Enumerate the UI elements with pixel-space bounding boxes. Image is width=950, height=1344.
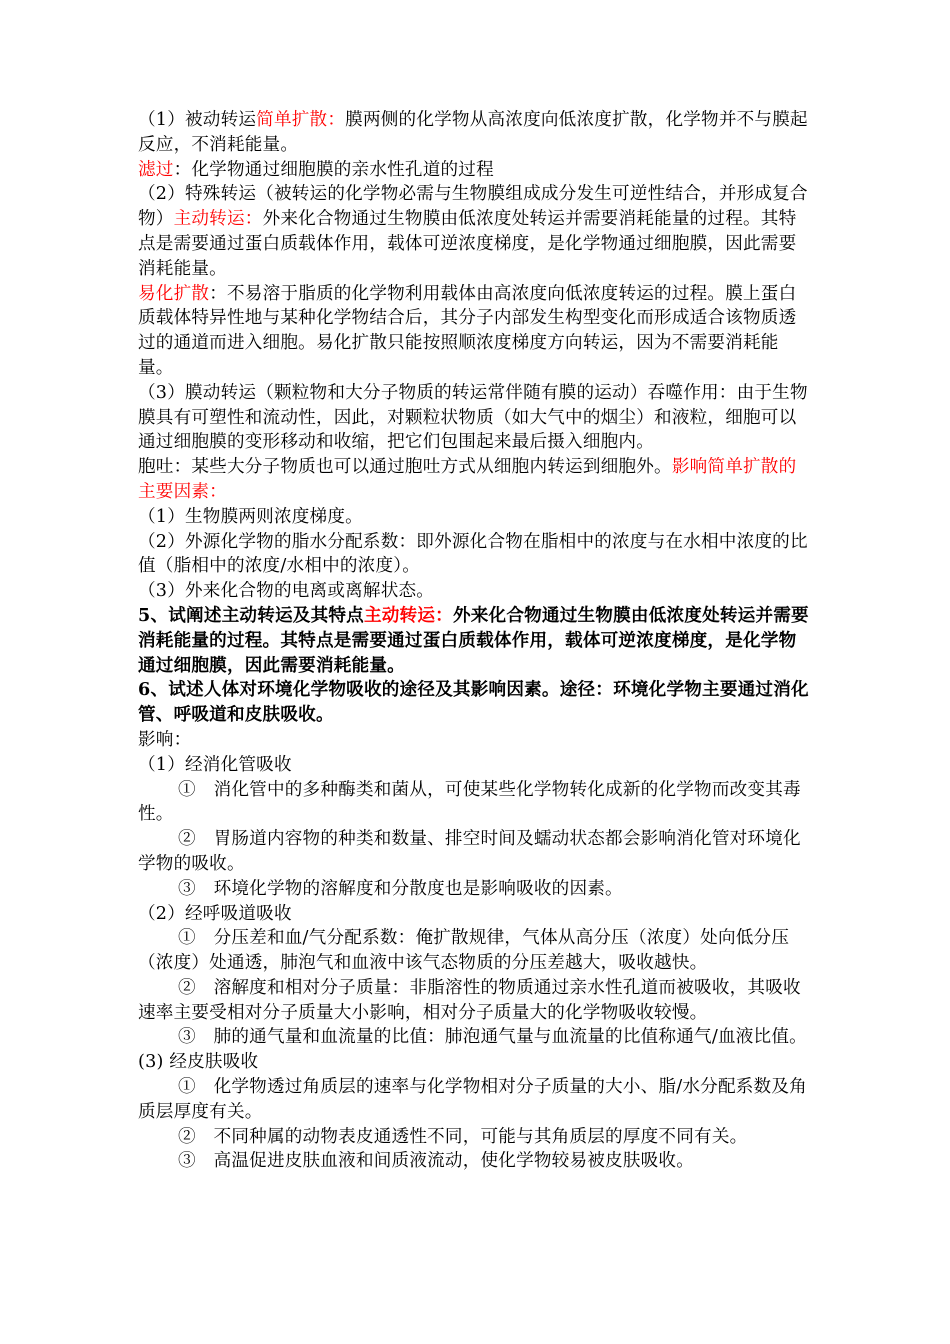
paragraph-text: ：化学物通过细胞膜的亲水性孔道的过程 — [173, 159, 494, 180]
paragraph-exocytosis — [138, 455, 814, 505]
paragraph-text: 外来化合物通过生物膜由低浓度处转运并需要消耗能量的过程。其特点是需要通过蛋白质载体作用，载体可逆浓度梯度，是化学物通过细胞膜，因此需要消耗能量。 — [138, 209, 797, 279]
list-item: ② 溶解度和相对分子质量：非脂溶性的物质通过亲水性孔道而被吸收，其吸收速率主要受相对分子质量大小影响，相对分子质量大的化学物吸收较慢。 — [138, 977, 801, 1023]
list-item: ① 消化管中的多种酶类和菌从，可使某些化学物转化成新的化学物而改变其毒性。 — [138, 779, 801, 825]
paragraph-membrane-transport: （3）膜动转运（颗粒物和大分子物质的转运常伴随有膜的运动）吞噬作用：由于生物膜具有可塑性和流动性，因此，对颗粒状物质（如大气中的烟尘）和液粒，细胞可以通过细胞膜的变形移动和收缩，把它们包围起来最后摄入细胞内。 — [138, 382, 808, 453]
subheading: 影响： — [138, 729, 192, 750]
paragraph-text: 胞吐：某些大分子物质也可以通过胞吐方式从细胞内转运到细胞外。 — [138, 457, 672, 478]
highlight-term: 滤过 — [138, 159, 174, 180]
list-item: ① 分压差和血/气分配系数：俺扩散规律，气体从高分压（浓度）处向低分压（浓度）处通透，肺泡气和血液中该气态物质的分压差越大，吸收越快。 — [138, 928, 790, 974]
subsection-title: (3) 经皮肤吸收 — [138, 1052, 259, 1073]
highlight-term: 影响简单扩散的主要因素： — [138, 457, 797, 502]
subsection-title: （1）经消化管吸收 — [138, 754, 292, 775]
list-item: （1）生物膜两则浓度梯度。 — [138, 506, 363, 527]
list-item: （3）外来化合物的电离或离解状态。 — [138, 581, 435, 602]
highlight-term: 简单扩散： — [256, 110, 346, 130]
list-item: （2）外源化学物的脂水分配系数：即外源化合物在脂相中的浓度与在水相中浓度的比值（脂相中的浓度/水相中的浓度）。 — [138, 531, 808, 577]
list-item: ① 化学物透过角质层的速率与化学物相对分子质量的大小、脂/水分配系数及角质层厚度有关。 — [138, 1077, 807, 1122]
paragraph-facilitated-diffusion — [138, 282, 814, 381]
paragraph-passive-transport — [138, 108, 814, 158]
section-label: （2）特殊转运（被转运的化学物必需与生物膜组成成分发生可逆性结合，并形成复合物） — [138, 184, 808, 230]
list-item: ② 不同种属的动物表皮通透性不同，可能与其角质层的厚度不同有关。 — [178, 1126, 748, 1147]
highlight-term: 主动转运： — [173, 209, 263, 230]
list-item: ② 胃肠道内容物的种类和数量、排空时间及蠕动状态都会影响消化管对环境化学物的吸收。 — [138, 829, 801, 874]
paragraph-special-transport — [138, 182, 814, 281]
question-6: 6、试述人体对环境化学物吸收的途径及其影响因素。途径：环境化学物主要通过消化管、呼吸道和皮肤吸收。 — [138, 679, 809, 726]
paragraph-text: 外来化合物通过生物膜由低浓度处转运并需要消耗能量的过程。其特点是需要通过蛋白质载体作用，载体可逆浓度梯度，是化学物通过细胞膜，因此需要消耗能量。 — [138, 604, 809, 676]
paragraph-filtration — [138, 158, 814, 183]
list-item: ③ 环境化学物的溶解度和分散度也是影响吸收的因素。 — [178, 878, 623, 899]
highlight-term: 主动转运： — [363, 604, 453, 626]
section-label: （1）被动转运 — [138, 110, 257, 130]
paragraph-text: ：不易溶于脂质的化学物利用载体由高浓度向低浓度转运的过程。膜上蛋白质载体特异性地与某种化学物结合后，其分子内部发生构型变化而形成适合该物质透过的通道而进入细胞。易化扩散只能按照顺浓度梯度方向转运，因为不需要消耗能量。 — [138, 283, 797, 378]
subsection-title: （2）经呼吸道吸收 — [138, 903, 292, 924]
list-item: ③ 高温促进皮肤血液和间质液流动，使化学物较易被皮肤吸收。 — [178, 1151, 695, 1172]
question-5 — [138, 604, 814, 678]
document-page — [138, 108, 814, 1174]
highlight-term: 易化扩散 — [138, 283, 210, 304]
paragraph-text: 膜两侧的化学物从高浓度向低浓度扩散，化学物并不与膜起反应，不消耗能量。 — [138, 110, 808, 155]
question-title: 5、试阐述主动转运及其特点 — [138, 604, 364, 626]
list-item: ③ 肺的通气量和血流量的比值：肺泡通气量与血流量的比值称通气/血液比值。 — [178, 1027, 807, 1048]
